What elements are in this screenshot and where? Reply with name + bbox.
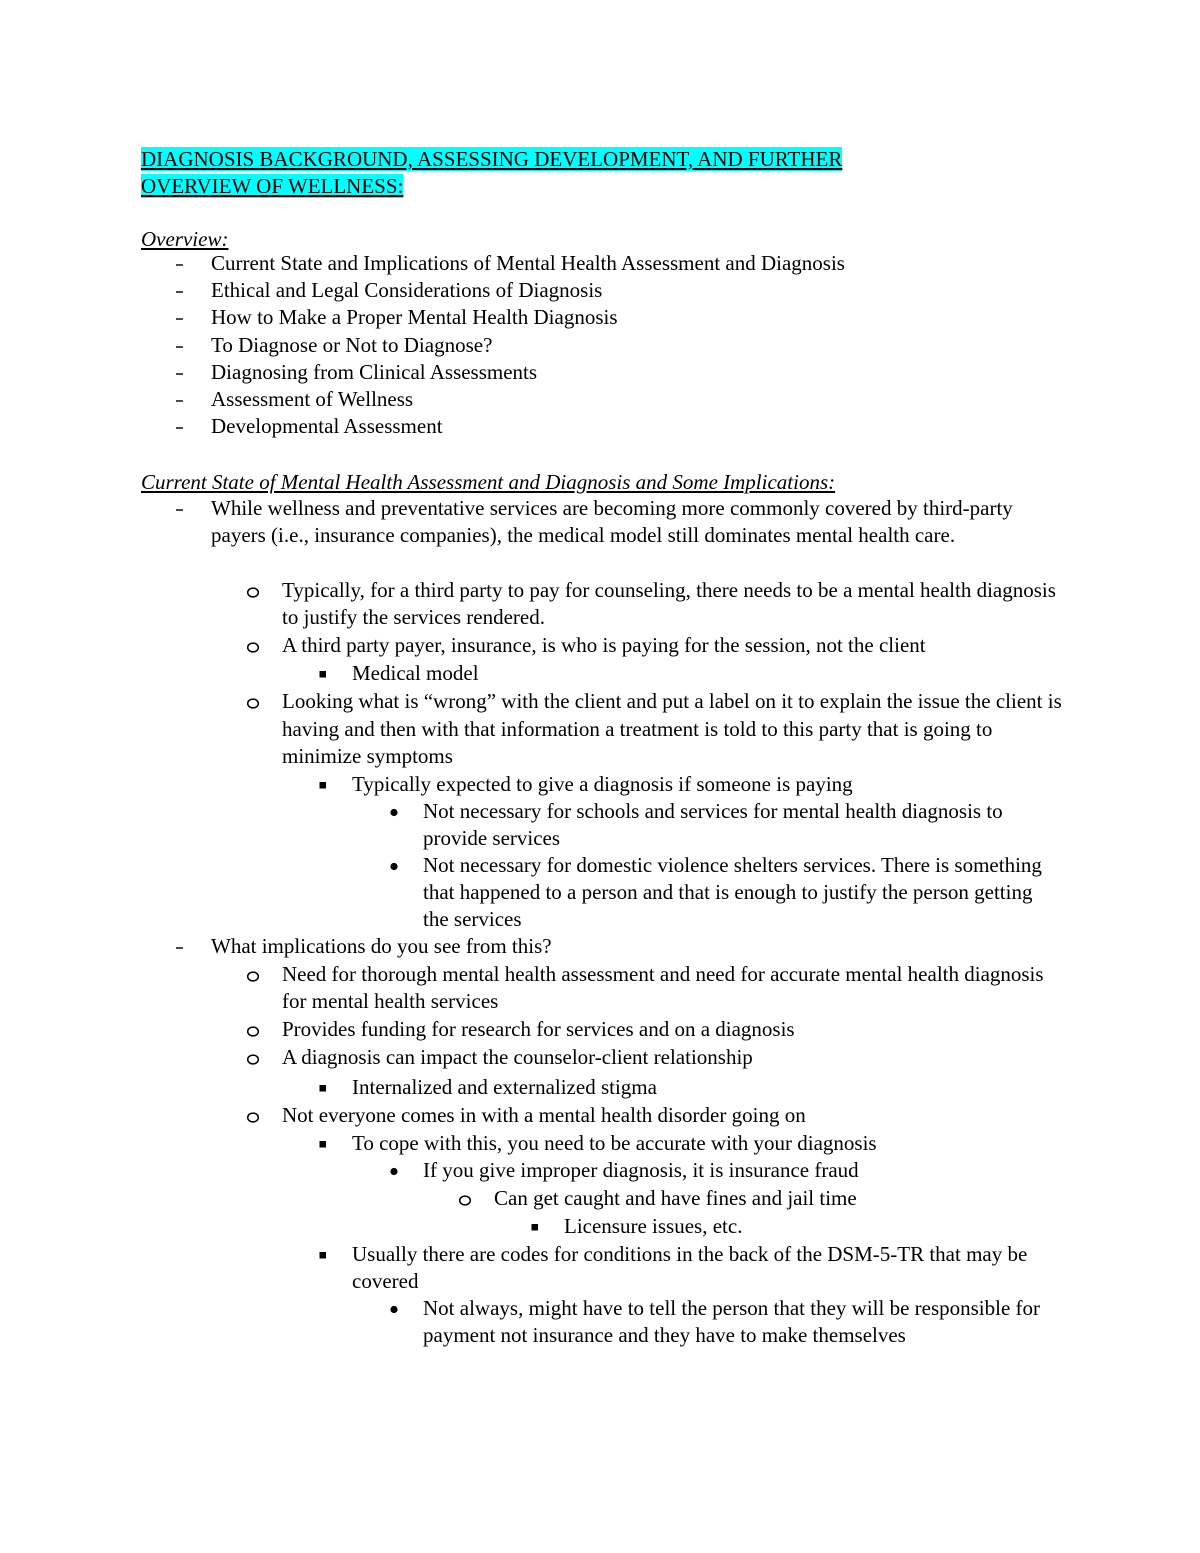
o-bullet-icon	[243, 1016, 263, 1043]
list-item-text: Usually there are codes for conditions in the back of the DSM-5-TR that may be covered	[352, 1242, 1028, 1293]
list-item-text: Not always, might have to tell the person that they will be responsible for payment not insurance and they have to make themselves	[423, 1296, 1041, 1347]
list-item-text: A diagnosis can impact the counselor-client relationship	[282, 1045, 753, 1069]
list-item-text: To Diagnose or Not to Diagnose?	[211, 333, 493, 357]
list-item-text: While wellness and preventative services are becoming more commonly covered by third-party payers (i.e., insurance companies), the medical model still dominates mental health care.	[211, 496, 1013, 547]
list-item-text: Can get caught and have fines and jail time	[494, 1186, 857, 1210]
list-item-text: A third party payer, insurance, is who is paying for the session, not the client	[282, 633, 926, 657]
section-heading: Current State of Mental Health Assessment and Diagnosis and Some Implications:	[141, 470, 836, 494]
list-item-text: Licensure issues, etc.	[564, 1214, 743, 1238]
o-bullet-icon	[243, 961, 263, 988]
section-list-item	[0, 1213, 1200, 1241]
dash-bullet-icon	[170, 386, 190, 413]
list-item-text: Current State and Implications of Mental Health Assessment and Diagnosis	[211, 251, 845, 275]
list-item-text: Diagnosing from Clinical Assessments	[211, 360, 538, 384]
title-line-1: DIAGNOSIS BACKGROUND, ASSESSING DEVELOPMENT, AND FURTHER	[141, 147, 843, 171]
list-item-text: If you give improper diagnosis, it is insurance fraud	[423, 1158, 859, 1182]
section-list-item	[0, 688, 1200, 771]
section-list-item	[0, 1102, 1200, 1130]
dot-bullet-icon	[384, 1295, 404, 1322]
section-list-item	[0, 933, 1200, 961]
section-list-item	[0, 1157, 1200, 1185]
list-item-text: Assessment of Wellness	[211, 387, 414, 411]
square-bullet-icon	[313, 1130, 333, 1157]
list-item-text: Not necessary for schools and services for mental health diagnosis to provide services	[423, 799, 1003, 850]
dash-bullet-icon	[170, 277, 190, 304]
square-bullet-icon	[313, 1241, 333, 1268]
dash-bullet-icon	[170, 359, 190, 386]
square-bullet-icon	[313, 771, 333, 798]
list-item-text: Not everyone comes in with a mental health disorder going on	[282, 1103, 806, 1127]
dash-bullet-icon	[170, 332, 190, 359]
section-list-item	[0, 1185, 1200, 1213]
overview-list-item	[0, 332, 1200, 359]
section-list-item	[0, 1295, 1200, 1378]
section-list-item	[0, 798, 1200, 853]
list-item-text: Typically expected to give a diagnosis if someone is paying	[352, 772, 853, 796]
o-bullet-icon	[243, 632, 263, 659]
list-item-text: Internalized and externalized stigma	[352, 1075, 657, 1099]
dash-bullet-icon	[170, 304, 190, 331]
o-bullet-icon	[243, 1044, 263, 1071]
overview-list-item	[0, 277, 1200, 304]
list-item-text: What implications do you see from this?	[211, 934, 552, 958]
section-list-item	[0, 852, 1200, 935]
section-list-item	[0, 1016, 1200, 1044]
dash-bullet-icon	[170, 933, 190, 960]
square-bullet-icon	[313, 1074, 333, 1101]
dash-bullet-icon	[170, 250, 190, 277]
overview-list-item	[0, 386, 1200, 413]
title-line-2: OVERVIEW OF WELLNESS:	[141, 174, 404, 198]
list-item-text: Need for thorough mental health assessment and need for accurate mental health diagnosis for mental health services	[282, 962, 1044, 1013]
overview-list-item	[0, 359, 1200, 386]
overview-list-item	[0, 304, 1200, 331]
dot-bullet-icon	[384, 798, 404, 825]
o-bullet-icon	[243, 1102, 263, 1129]
section-list-item	[0, 1044, 1200, 1072]
overview-list-item	[0, 413, 1200, 440]
square-bullet-icon	[313, 660, 333, 687]
list-item-text: Looking what is “wrong” with the client and put a label on it to explain the issue the client is having and then with that information a treatment is told to this party that is going to minimize symptoms	[282, 689, 1062, 768]
square-bullet-icon	[525, 1213, 545, 1240]
section-list-item	[0, 961, 1200, 1016]
list-item-text: Ethical and Legal Considerations of Diagnosis	[211, 278, 603, 302]
overview-list-item	[0, 250, 1200, 277]
list-item-text: Typically, for a third party to pay for counseling, there needs to be a mental health diagnosis to justify the services rendered.	[282, 578, 1056, 629]
list-item-text: Provides funding for research for services and on a diagnosis	[282, 1017, 795, 1041]
o-bullet-icon	[243, 688, 263, 715]
overview-heading: Overview:	[141, 227, 229, 251]
list-item-text: Not necessary for domestic violence shelters services. There is something that happened to a person and that is enough to justify the person getting the services	[423, 853, 1042, 931]
dot-bullet-icon	[384, 852, 404, 879]
section-list-item	[0, 1130, 1200, 1158]
document-title	[141, 146, 1041, 200]
dash-bullet-icon	[170, 495, 190, 522]
o-bullet-icon	[455, 1185, 475, 1212]
section-list-item	[0, 495, 1200, 578]
list-item-text: Developmental Assessment	[211, 414, 443, 438]
o-bullet-icon	[243, 577, 263, 604]
list-item-text: How to Make a Proper Mental Health Diagnosis	[211, 305, 618, 329]
section-list-item	[0, 1241, 1200, 1296]
dash-bullet-icon	[170, 413, 190, 440]
section-list-item	[0, 632, 1200, 660]
section-list-item	[0, 1074, 1200, 1102]
dot-bullet-icon	[384, 1157, 404, 1184]
section-list-item	[0, 577, 1200, 632]
section-list-item	[0, 660, 1200, 688]
list-item-text: Medical model	[352, 661, 479, 685]
section-list-item	[0, 771, 1200, 799]
list-item-text: To cope with this, you need to be accurate with your diagnosis	[352, 1131, 877, 1155]
